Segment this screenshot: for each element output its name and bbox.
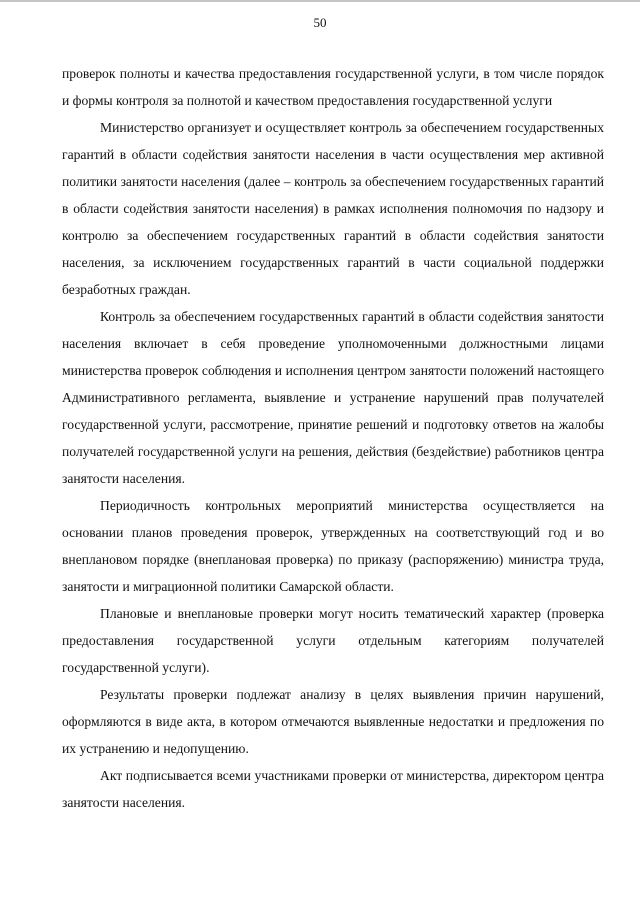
scan-top-edge [0, 0, 640, 2]
paragraph-inspection-types: Плановые и внеплановые проверки могут носить тематический характер (проверка предоставления государственной услуги отдельным категориям получателей государственной услуги). [62, 606, 604, 675]
document-body [62, 60, 604, 816]
paragraph-ministry-control: Министерство организует и осуществляет контроль за обеспечением государственных гарантий в области содействия занятости населения в части осуществления мер активной политики занятости населения (далее – контроль за обеспечением государственных гарантий в области содействия занятости населения) в рамках исполнения полномочия по надзору и контролю за обеспечением государственных гарантий в области содействия занятости населения, за исключением государственных гарантий в части социальной поддержки безработных граждан. [62, 120, 604, 297]
paragraph-inspection-results: Результаты проверки подлежат анализу в целях выявления причин нарушений, оформляются в виде акта, в котором отмечаются выявленные недостатки и предложения по их устранению и недопущению. [62, 687, 604, 756]
paragraph-act-signing: Акт подписывается всеми участниками проверки от министерства, директором центра занятости населения. [62, 768, 604, 810]
page-number: 50 [313, 15, 327, 30]
paragraph-control-scope: Контроль за обеспечением государственных гарантий в области содействия занятости населения включает в себя проведение уполномоченными должностными лицами министерства проверок соблюдения и исполнения центром занятости положений настоящего Административного регламента, выявление и устранение нарушений прав получателей государственной услуги, рассмотрение, принятие решений и подготовку ответов на жалобы получателей государственной услуги на решения, действия (бездействие) работников центра занятости населения. [62, 309, 604, 486]
paragraph-inspection-frequency: Периодичность контрольных мероприятий министерства осуществляется на основании планов проведения проверок, утвержденных на соответствующий год и во внеплановом порядке (внеплановая проверка) по приказу (распоряжению) министра труда, занятости и миграционной политики Самарской области. [62, 498, 604, 594]
paragraph-section-heading-continuation: проверок полноты и качества предоставления государственной услуги, в том числе порядок и формы контроля за полнотой и качеством предоставления государственной услуги [62, 66, 604, 108]
